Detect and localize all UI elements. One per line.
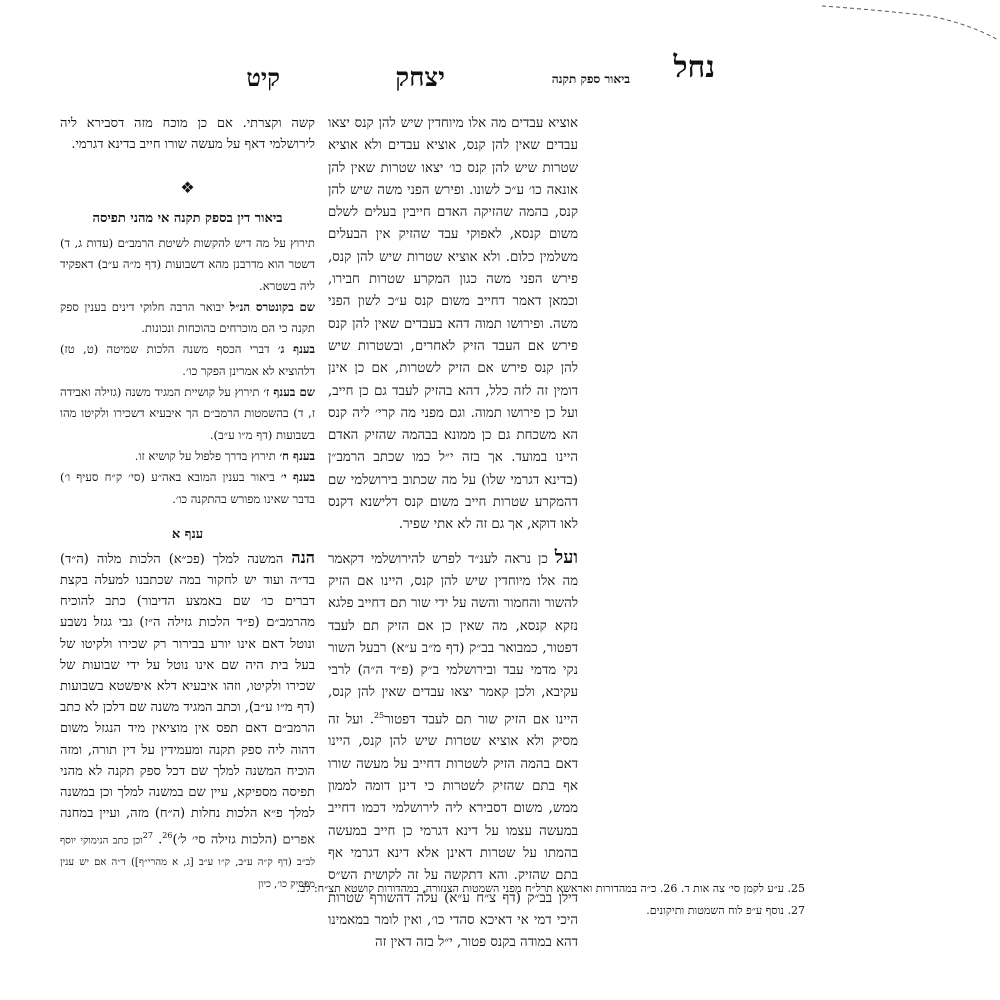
paragraph-text: . — [152, 831, 163, 847]
page-number: קיט — [246, 63, 280, 92]
paragraph — [60, 547, 315, 896]
footnote-ref[interactable]: 27 — [142, 830, 153, 840]
summary-item-text: תירוץ על קושיית המגיד משנה (גזילה ואבידה ז, ד) בהשמטות הרמב״ם הך איבעיא דשכירו ולקיטו מהו בשבועות (דף מ״ו ע״ב). — [60, 385, 315, 442]
footnote-ref[interactable]: 26 — [162, 830, 173, 840]
branch-heading: ענף א — [171, 526, 204, 542]
summary-item — [60, 339, 315, 382]
summary-item-label: בענף י׳ — [280, 470, 315, 485]
summary-item — [60, 467, 315, 510]
summary-item-label: בענף ח׳ — [279, 448, 315, 463]
page-corner-scan-mark — [820, 2, 1000, 42]
summary-item-label: בענף ג׳ — [277, 342, 315, 357]
footnotes — [155, 878, 805, 922]
summary-item-label: שם בקונטרס הנ״ל — [229, 299, 316, 314]
summary-item-text: יבואר הרבה חלוקי דינים בענין ספק תקנה כי הם מוכרחים בהוכחות ונכונות. — [60, 299, 315, 336]
summary-item — [60, 233, 315, 297]
paragraph-opening-word: ועל — [554, 546, 578, 568]
paragraph-text: כן נראה לענ״ד לפרש להירושלמי דקאמר מה אלו מיוחדין שיש להן קנס, היינו אם הזיק להשור והחמור והשה על ידי שור תם דחייב פלגא נזקא קנסא, מה שאין כן אם הזיק תם לעבד דפטור, כמבואר בב״ק (דף מ״ב ע״א) רבעל השור נקי מדמי עבד ובירושלמי ב״ק (פ״ד ה״ה) לרבי עקיבא, ולכן קאמר יצאו עבדים שאין להן קנס, היינו אם הזיק שור תם לעבד דפטור — [328, 551, 578, 728]
paragraph: אוציא עבדים מה אלו מיוחדין שיש להן קנס יצאו עבדים שאין להן קנס, אוציא עבדים ולא אוציא שטרות שיש להן קנס כו׳ יצאו שטרות שאין להן אונאה כו׳ ע״כ לשונו. ופירש הפני משה שיש להן קנס, בהמה שהזיקה האדם חייבין בעלים לשלם משום קנסא, לאפוקי עבד שהזיק אין הבעלים משלמין כלום. ולא אוציא שטרות שיש להן קנס, פירש הפני משה כגון המקרע שטרות חבירו, וכמאן דאמר דחייב משום קנס ע״כ לשון הפני משה. ופירושו תמוה דהא בעבדים שאין להן קנס פירש אם העבד הזיק לאחרים, ובשטרות שיש להן קנס פירש אם הזיק לשטרות, אם כן אינן דומין זה לזה כלל, דהא בהזיק לעבד גם כן חייב, ועל כן פירושו תמוה. וגם מפני מה קרי׳ ליה קנס הא משכחת גם כן ממונא בבהמה שהזיק האדם היינו במועד. אך בזה י״ל כמו שכתב הרמב״ן (בדינא דגרמי שלו) על מה שכתוב בירושלמי שם דהמקרע שטרות חייב משום קנס דלישנא דקנס לאו דוקא, אך גם זה לא אתי שפיר. — [328, 116, 578, 533]
inline-note: וכן כתב הנימוקי יוסף לב״ב (דף ק״ה ע״ב, ק״ו ע״ב [ג, א מהרי״ף]) ד״ה אם יש ענין מפסיק כו׳, כיון — [60, 834, 315, 891]
paragraph: קשה וקצרתי. אם כן מוכח מזה דסבירא ליה לירושלמי דאף על מעשה שורו חייב בדינא דגרמי. — [60, 116, 315, 152]
section-title: ביאור דין בספק תקנה אי מהני תפיסה — [92, 211, 283, 226]
summary-item — [60, 382, 315, 446]
summary-item — [60, 446, 315, 467]
summary-item — [60, 297, 315, 340]
running-head-center: יצחק — [395, 63, 445, 93]
paragraph-text: . ועל זה מסיק ולא אוציא שטרות שיש להן קנס, היינו דאם בהמה הזיק לשטרות דחייב על מעשה שורו אף בתם שהזיק לשטרות כי דינן דומה לממון ממש, משום דסבירא ליה לירושלמי דכמו דחייב במעשה עצמו על דינא דגרמי כן חייב במעשה בהמתו על שטרות דאינן אלא דינא דגרמי אף בתם שהזיק. והא דתקשה על זה לקושית הש״ס דילן בב״ק (דף צ״ח ע״א) עלה דהשורף שטרות היכי דמי אי דאיכא סהדי כו׳, ואין לומר במאמינו דהא במודה בקנס פטור, י״ל בזה דאין זה — [328, 712, 578, 951]
summary-item-text: ביאור בענין המובא באה״ע (סי׳ ק״ח סעיף ו׳) בדבר שאינו מפורש בהתקנה כו׳. — [60, 470, 315, 506]
ornament-diamond-icon: ❖ — [180, 178, 195, 197]
summary-item-text: דברי הכסף משנה הלכות שמיטה (ט, טז) דלהוציא לא אמרינן הפקר כו׳. — [60, 342, 315, 378]
summary-item-text: תירוץ על מה דיש להקשות לשיטת הרמב״ם (עדות ג, ד) דשטר הוא מדרבנן מהא דשבועות (דף מ״ה ע״ב) דאפקיד ליה בשטרא. — [60, 236, 315, 293]
summary-item-label: שם בענף ז׳ — [263, 385, 315, 400]
paragraph-opening-word: הנה — [291, 547, 315, 567]
footnote-line: 27. נוסף ע״פ לוח השמטות ותיקונים. — [646, 904, 805, 917]
footnote-ref[interactable]: 25 — [373, 710, 385, 720]
running-head-right: נחל — [673, 50, 715, 85]
left-column — [60, 113, 315, 895]
right-column — [328, 113, 578, 954]
summary-item-text: תירוץ בדרך פלפול על קושיא זו. — [134, 448, 280, 463]
footnote-line: 25. ע״ע לקמן סי׳ צה אות ד. 26. כ״ה במהדורות ואראשא תרל״ח מפני השמטות הצנזורה, במהדורות קושטא תצ״ח: לב. — [296, 882, 805, 895]
paragraph-text: המשנה למלך (פכ״א) הלכות מלוה (ה״ד) בד״ה ועוד יש לחקור במה שכתבנו למעלה בקצת דברים כו׳ שם באמצע הדיבור) כתב להוכיח מהרמב״ם (פ״ד הלכות גזילה ה״ז) גבי גגזל נשבע ונוטל דאם אינו יורע בבירור רק שכירו ולקיטו של בעל בית היה שם אינו נוטל על ידי שבועות של שכירו ולקיטו, וזהו איבעיא דלא איפשטא בשבועות (דף מ״ו ע״ב), וכתב המגיד משנה שם דלכן לא כתב הרמב״ם דאם תפס אין מוציאין מיד הנגזל משום דהוה ליה ספק תקנה ומעמידין על דין תורה, ומזה הוכיח המשנה למלך שם דכל ספק תקנה לא מהני תפיסה מספיקא, עיין שם במשנה למלך וכן במשנה למלך פ״א הלכות נחלות (ה״ח) מזה, ועיין במחנה אפרים (הלכות גזילה סי׳ ל׳) — [60, 551, 315, 847]
running-head-subtitle: ביאור ספק תקנה — [551, 72, 630, 86]
